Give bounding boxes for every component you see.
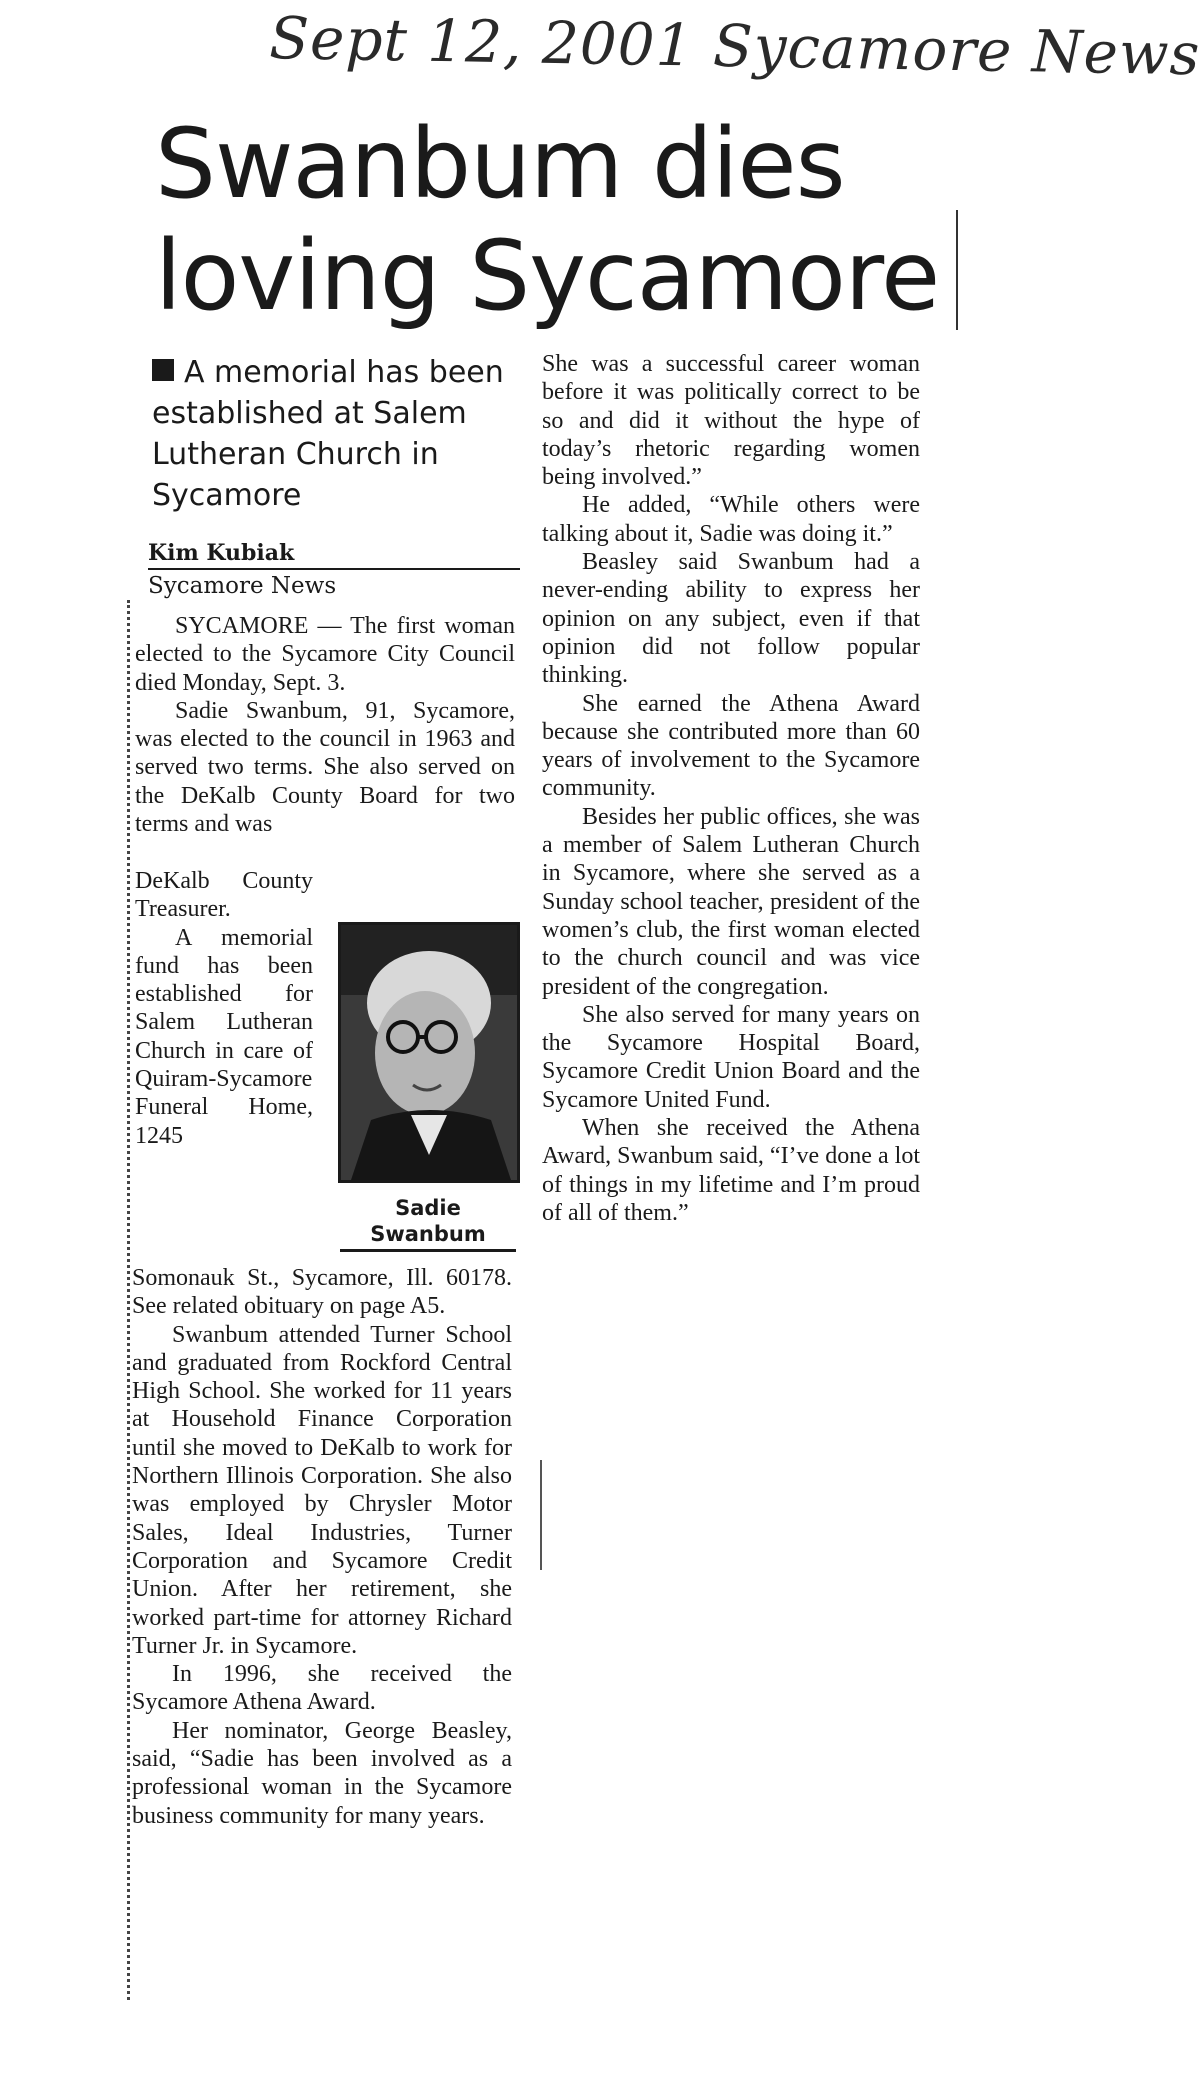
body-paragraph: In 1996, she received the Sycamore Athena Award. bbox=[132, 1661, 512, 1716]
column-rule-bottom bbox=[540, 1460, 542, 1570]
body-paragraph: Swanbum attended Turner School and graduated from Rockford Central High School. She worked for 11 years at Household Finance Corporation until she moved to DeKalb to work for Northern Illinois Corporation. She also was employed by Chrysler Motor Sales, Ideal Industries, Turner Corporation and Sycamore Credit Union. After her retirement, she worked part-time for attorney Richard Turner Jr. in Sycamore. bbox=[132, 1321, 512, 1659]
subhead-bullet-icon bbox=[152, 359, 174, 381]
photo-caption bbox=[340, 1195, 516, 1252]
body-paragraph: Sadie Swanbum, 91, Sycamore, was elected to the council in 1963 and served two terms. She also served on the DeKalb County Board for two terms and was bbox=[135, 697, 515, 838]
article-column-1-bottom bbox=[132, 1264, 512, 1830]
headline-line-1: Swanbum dies bbox=[155, 108, 845, 220]
body-paragraph: She also served for many years on the Sycamore Hospital Board, Sycamore Credit Union Board and the Sycamore United Fund. bbox=[542, 1001, 920, 1113]
body-paragraph: SYCAMORE — The first woman elected to the Sycamore City Council died Monday, Sept. 3. bbox=[135, 613, 515, 696]
body-paragraph: Besides her public offices, she was a member of Salem Lutheran Church in Sycamore, where she served as a Sunday school teacher, president of the women’s club, the first woman elected to the church council and was vice president of the congregation. bbox=[542, 803, 920, 1000]
article-column-1-wrap bbox=[135, 867, 313, 1150]
article-column-1-top bbox=[135, 612, 515, 838]
body-paragraph: Beasley said Swanbum had a never-ending ability to express her opinion on any subject, even if that opinion did not follow popular thinking. bbox=[542, 549, 920, 689]
byline-outlet: Sycamore News bbox=[148, 573, 337, 599]
portrait-photo bbox=[338, 922, 520, 1183]
headline-line-2: loving Sycamore bbox=[155, 220, 940, 332]
body-paragraph: She earned the Athena Award because she contributed more than 60 years of involvement to the Sycamore community. bbox=[542, 690, 920, 802]
column-rule-right bbox=[956, 210, 958, 330]
body-paragraph-continued: DeKalb County Treasurer. bbox=[135, 868, 313, 923]
article-column-2 bbox=[542, 350, 920, 1227]
subhead bbox=[152, 352, 532, 516]
handwritten-date-note: Sept 12, 2001 Sycamore News bbox=[268, 4, 1201, 89]
byline bbox=[148, 540, 520, 600]
caption-rule bbox=[340, 1249, 516, 1252]
byline-author: Kim Kubiak bbox=[148, 540, 295, 566]
portrait-image bbox=[341, 925, 517, 1180]
body-paragraph-continued: Somonauk St., Sycamore, Ill. 60178. See related obituary on page A5. bbox=[132, 1265, 512, 1320]
body-paragraph: He added, “While others were talking about it, Sadie was doing it.” bbox=[542, 492, 920, 547]
photo-caption-line-1: Sadie bbox=[395, 1196, 461, 1220]
clipping-edge-dots bbox=[127, 600, 130, 2000]
body-paragraph-continued: She was a successful career woman before it was politically correct to be so and did it without the hype of today’s rhetoric regarding women being involved.” bbox=[542, 351, 920, 491]
headline bbox=[155, 108, 955, 332]
byline-rule bbox=[148, 568, 520, 570]
body-paragraph: When she received the Athena Award, Swanbum said, “I’ve done a lot of things in my lifetime and I’m proud of all of them.” bbox=[542, 1115, 920, 1226]
subhead-text: A memorial has been established at Salem Lutheran Church in Sycamore bbox=[152, 355, 504, 513]
body-paragraph: A memorial fund has been established for Salem Lutheran Church in care of Quiram-Sycamore Funeral Home, 1245 bbox=[135, 924, 313, 1149]
photo-caption-line-2: Swanbum bbox=[370, 1222, 486, 1246]
body-paragraph: Her nominator, George Beasley, said, “Sadie has been involved as a professional woman in the Sycamore business community for many years. bbox=[132, 1717, 512, 1829]
